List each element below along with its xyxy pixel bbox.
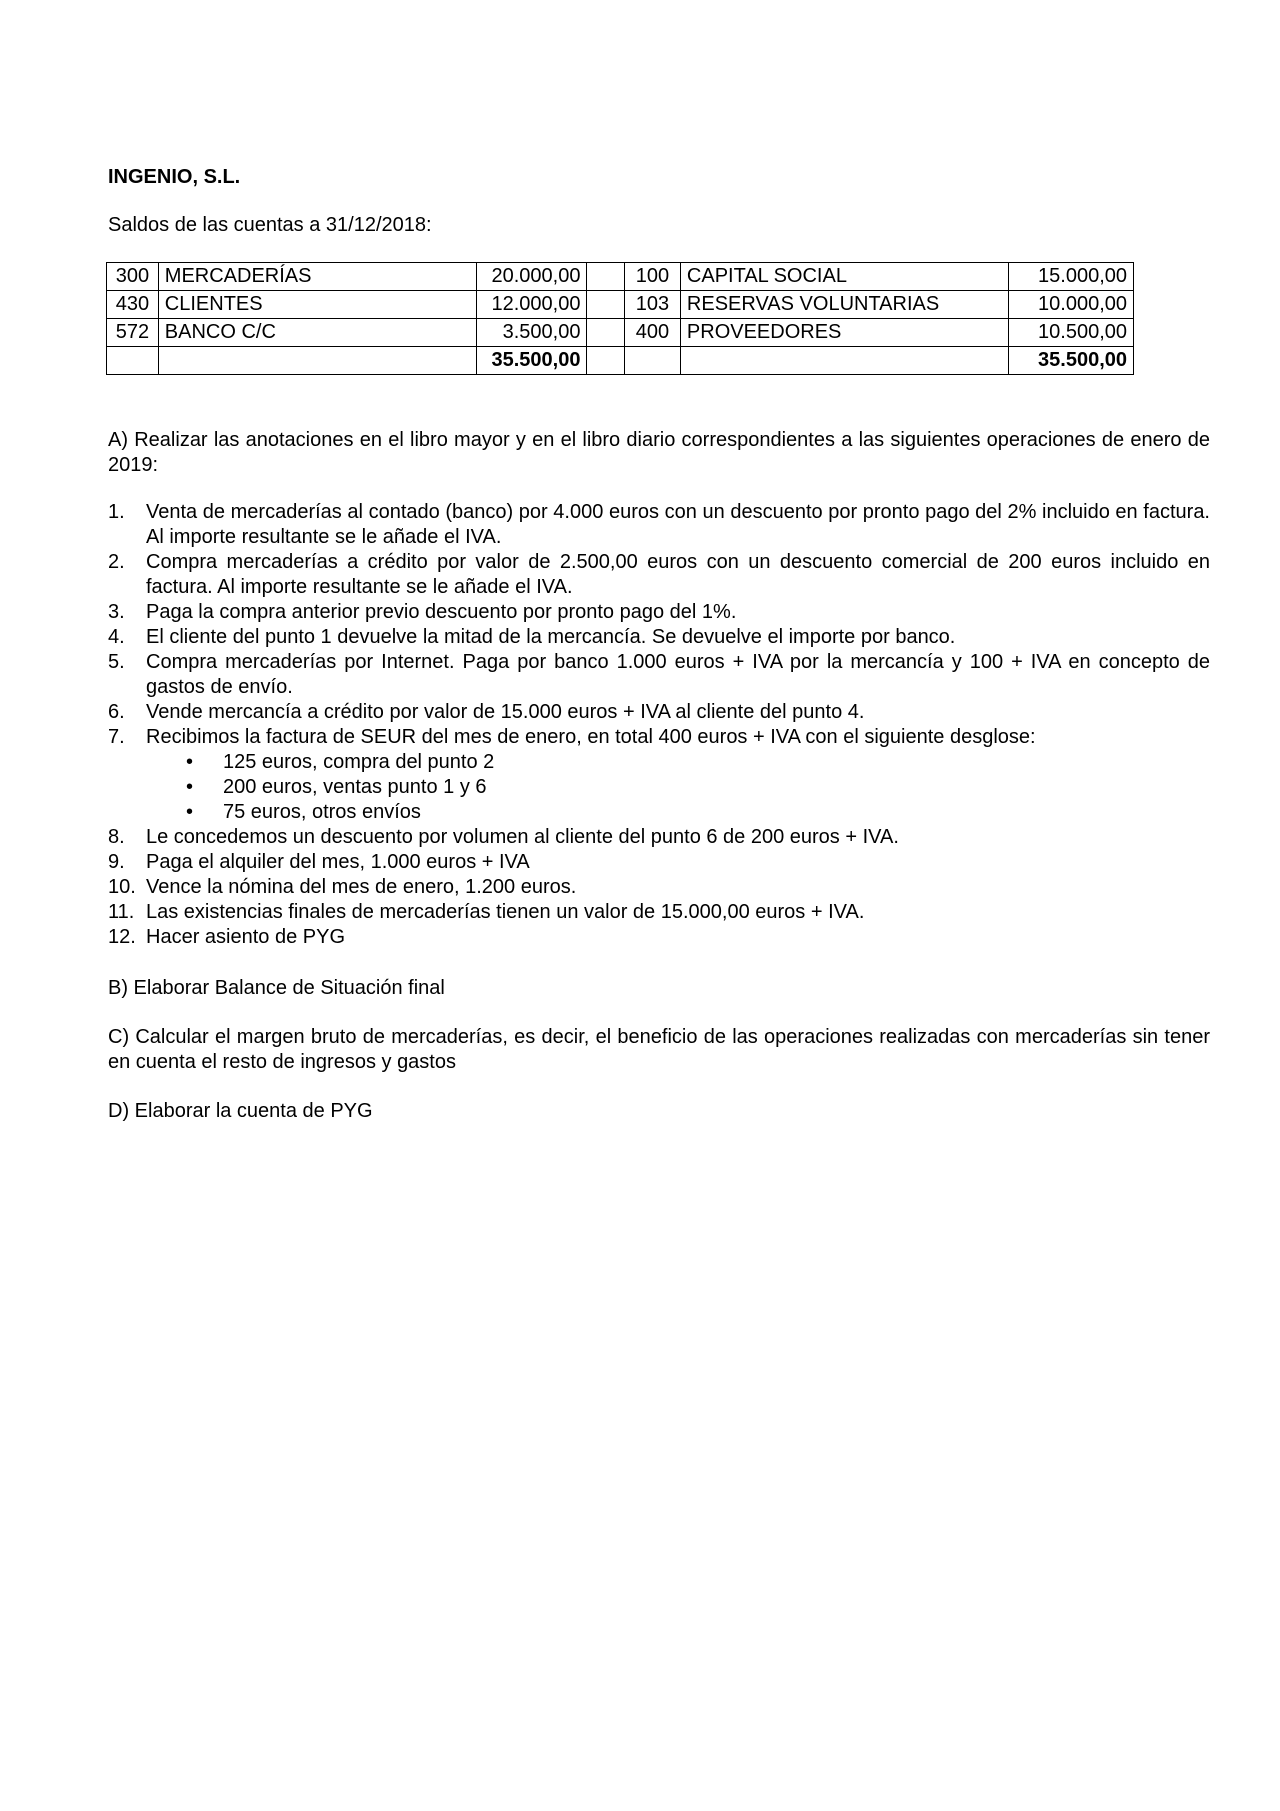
section-b-text: B) Elaborar Balance de Situación final [108, 977, 445, 999]
item-text: Venta de mercaderías al contado (banco) por 4.000 euros con un descuento por pronto pago del 2% incluido en factura. Al importe resultante se le añade el IVA. [146, 501, 1210, 548]
breakdown-item [108, 775, 1210, 800]
account-code: 100 [625, 263, 681, 291]
list-item [108, 650, 1210, 700]
breakdown-text: 125 euros, compra del punto 2 [223, 751, 495, 773]
account-name: PROVEEDORES [680, 319, 1008, 347]
account-name: RESERVAS VOLUNTARIAS [680, 291, 1008, 319]
item-text: Vence la nómina del mes de enero, 1.200 euros. [146, 876, 577, 898]
list-item [108, 850, 1210, 875]
item-number: 1. [108, 501, 125, 523]
breakdown-container [108, 750, 1210, 825]
account-name: CAPITAL SOCIAL [680, 263, 1008, 291]
company-title: INGENIO, S.L. [108, 166, 241, 188]
account-amount: 10.500,00 [1009, 319, 1134, 347]
spacer-cell [587, 347, 625, 375]
item-number: 6. [108, 701, 125, 723]
item-text: Compra mercaderías a crédito por valor de 2.500,00 euros con un descuento comercial de 200 euros incluido en factura. Al importe resultante se le añade el IVA. [146, 551, 1210, 598]
item-text: Le concedemos un descuento por volumen al cliente del punto 6 de 200 euros + IVA. [146, 826, 899, 848]
section-d-text: D) Elaborar la cuenta de PYG [108, 1100, 373, 1122]
item-text: Hacer asiento de PYG [146, 926, 345, 948]
section-a-text: A) Realizar las anotaciones en el libro mayor y en el libro diario correspondientes a las siguientes operaciones de enero de 2019: [108, 429, 1210, 476]
item-number: 7. [108, 726, 125, 748]
balances-heading: Saldos de las cuentas a 31/12/2018: [108, 214, 432, 236]
account-amount: 12.000,00 [476, 291, 587, 319]
list-item [108, 925, 1210, 950]
list-item [108, 725, 1210, 750]
operations-list [108, 500, 1210, 950]
item-number: 3. [108, 601, 125, 623]
account-amount: 15.000,00 [1009, 263, 1134, 291]
list-item [108, 550, 1210, 600]
breakdown-list [108, 750, 1210, 825]
empty-cell [680, 347, 1008, 375]
breakdown-text: 200 euros, ventas punto 1 y 6 [223, 776, 487, 798]
breakdown-item [108, 800, 1210, 825]
spacer-cell [587, 263, 625, 291]
empty-cell [625, 347, 681, 375]
item-text: Recibimos la factura de SEUR del mes de enero, en total 400 euros + IVA con el siguiente desglose: [146, 726, 1036, 748]
bullet-icon: • [186, 751, 194, 773]
account-name: BANCO C/C [158, 319, 476, 347]
item-text: Paga el alquiler del mes, 1.000 euros + IVA [146, 851, 530, 873]
item-text: Las existencias finales de mercaderías tienen un valor de 15.000,00 euros + IVA. [146, 901, 865, 923]
item-number: 4. [108, 626, 125, 648]
item-text: Paga la compra anterior previo descuento por pronto pago del 1%. [146, 601, 737, 623]
list-item [108, 500, 1210, 550]
item-number: 11. [108, 901, 135, 923]
list-item [108, 600, 1210, 625]
total-assets: 35.500,00 [476, 347, 587, 375]
table-row [107, 291, 1134, 319]
empty-cell [158, 347, 476, 375]
list-item [108, 625, 1210, 650]
list-item [108, 900, 1210, 925]
item-number: 10. [108, 876, 136, 898]
bullet-icon: • [186, 801, 194, 823]
spacer-cell [587, 291, 625, 319]
balances-table [106, 262, 1134, 375]
account-amount: 20.000,00 [476, 263, 587, 291]
item-number: 8. [108, 826, 125, 848]
section-c-text: C) Calcular el margen bruto de mercaderías, es decir, el beneficio de las operaciones realizadas con mercaderías sin tener en cuenta el resto de ingresos y gastos [108, 1026, 1210, 1073]
list-item [108, 875, 1210, 900]
item-number: 12. [108, 926, 136, 948]
breakdown-item [108, 750, 1210, 775]
account-code: 572 [107, 319, 159, 347]
empty-cell [107, 347, 159, 375]
table-row [107, 319, 1134, 347]
account-code: 103 [625, 291, 681, 319]
bullet-icon: • [186, 776, 194, 798]
breakdown-text: 75 euros, otros envíos [223, 801, 421, 823]
item-text: El cliente del punto 1 devuelve la mitad de la mercancía. Se devuelve el importe por banco. [146, 626, 956, 648]
item-number: 2. [108, 551, 125, 573]
account-name: MERCADERÍAS [158, 263, 476, 291]
list-item [108, 825, 1210, 850]
account-amount: 3.500,00 [476, 319, 587, 347]
list-item [108, 700, 1210, 725]
account-amount: 10.000,00 [1009, 291, 1134, 319]
table-row [107, 263, 1134, 291]
spacer-cell [587, 319, 625, 347]
account-code: 430 [107, 291, 159, 319]
item-text: Compra mercaderías por Internet. Paga por banco 1.000 euros + IVA por la mercancía y 100 + IVA en concepto de gastos de envío. [146, 651, 1210, 698]
totals-row [107, 347, 1134, 375]
total-liabilities: 35.500,00 [1009, 347, 1134, 375]
item-text: Vende mercancía a crédito por valor de 15.000 euros + IVA al cliente del punto 4. [146, 701, 865, 723]
item-number: 9. [108, 851, 125, 873]
account-code: 400 [625, 319, 681, 347]
account-name: CLIENTES [158, 291, 476, 319]
account-code: 300 [107, 263, 159, 291]
item-number: 5. [108, 651, 125, 673]
